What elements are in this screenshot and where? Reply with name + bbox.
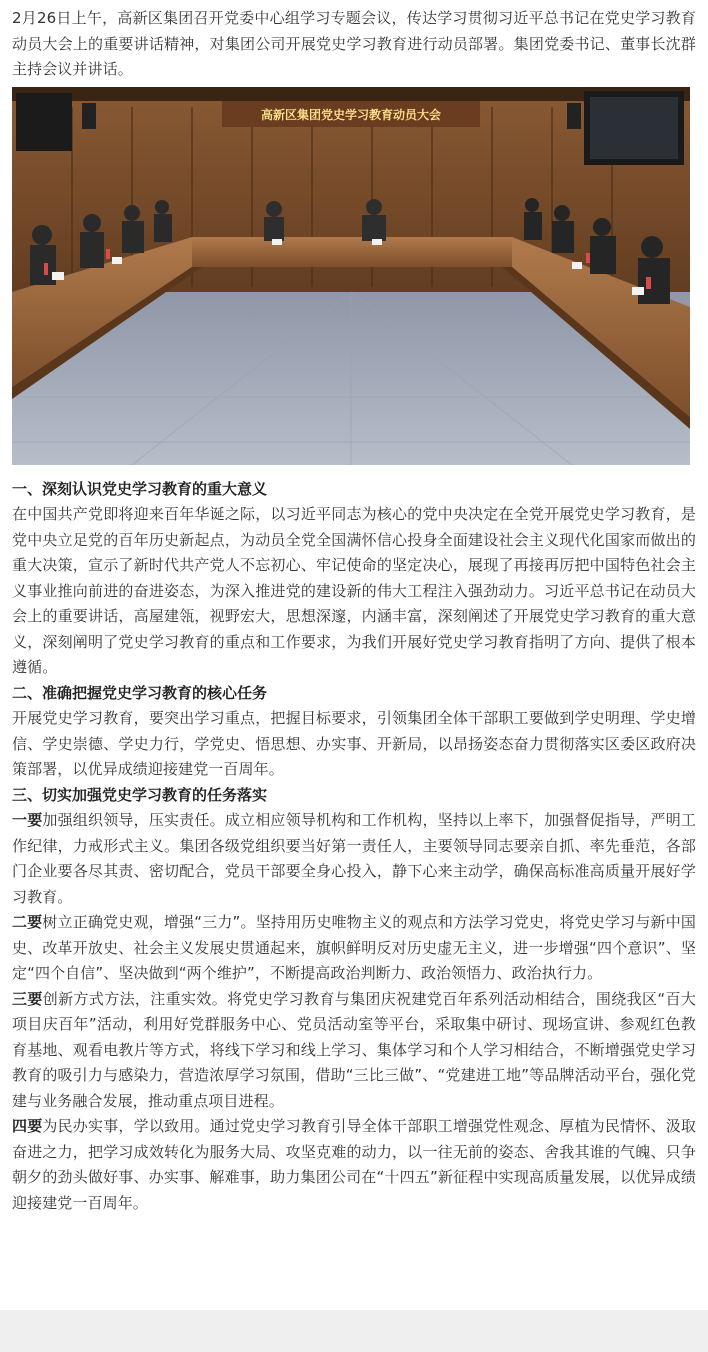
task-item-1	[0, 808, 708, 910]
section3-heading: 三、切实加强党史学习教育的任务落实	[12, 785, 268, 804]
meeting-room-illustration	[12, 87, 690, 465]
task-item-text: 为民办实事，学以致用。通过党史学习教育引导全体干部职工增强党性观念、厚植为民情怀、汲取奋进之力，把学习成效转化为服务大局、攻坚克难的动力，以一往无前的姿态、舍我其谁的气魄、只争朝夕的劲头做好事、办实事、解难事，助力集团公司在“十四五”新征程中实现高质量发展，以优异成绩迎接建党一百周年。	[12, 1117, 696, 1212]
section1-body: 在中国共产党即将迎来百年华诞之际，以习近平同志为核心的党中央决定在全党开展党史学习教育，是党中央立足党的百年历史新起点，为动员全党全国满怀信心投身全面建设社会主义现代化国家而做出的重大决策，宣示了新时代共产党人不忘初心、牢记使命的坚定决心，展现了再接再厉把中国特色社会主义事业推向前进的奋进姿态，为深入推进党的建设新的伟大工程注入强劲动力。习近平总书记在动员大会上的重要讲话，高屋建瓴，视野宏大，思想深邃，内涵丰富，深刻阐述了开展党史学习教育的重大意义，深刻阐明了党史学习教育的重点和工作要求，为我们开展好党史学习教育指明了方向、提供了根本遵循。	[12, 505, 696, 676]
task-item-4	[0, 1114, 708, 1216]
task-item-3	[0, 987, 708, 1115]
banner-text: 高新区集团党史学习教育动员大会	[260, 107, 442, 122]
task-item-lead: 四要	[12, 1117, 43, 1135]
task-item-text: 加强组织领导，压实责任。成立相应领导机构和工作机构，坚持以上率下，加强督促指导，严明工作纪律，力戒形式主义。集团各级党组织要当好第一责任人，主要领导同志要亲自抓、率先垂范，各部门企业要各尽其责、密切配合，党员干部要全身心投入，静下心来主动学，确保高标准高质量开展好学习教育。	[12, 811, 696, 906]
page-footer-band	[0, 1310, 708, 1352]
task-item-2	[0, 910, 708, 987]
task-item-text: 创新方式方法，注重实效。将党史学习教育与集团庆祝建党百年系列活动相结合，围绕我区“百大项目庆百年”活动，利用好党群服务中心、党员活动室等平台，采取集中研讨、现场宣讲、参观红色教育基地、观看电教片等方式，将线下学习和线上学习、集体学习和个人学习相结合，不断增强党史学习教育的吸引力与感染力，营造浓厚学习氛围，借助“三比三做”、“党建进工地”等品牌活动平台，强化党建与业务融合发展，推动重点项目进程。	[12, 989, 696, 1110]
section2-body: 开展党史学习教育，要突出学习重点，把握目标要求，引领集团全体干部职工要做到学史明理、学史增信、学史崇德、学史力行，学党史、悟思想、办实事、开新局，以昂扬姿态奋力贯彻落实区委区政府决策部署，以优异成绩迎接建党一百周年。	[12, 709, 696, 778]
task-item-lead: 三要	[12, 989, 43, 1008]
meeting-photo	[12, 87, 690, 465]
task-item-text: 树立正确党史观，增强“三力”。坚持用历史唯物主义的观点和方法学习党史，将党史学习与新中国史、改革开放史、社会主义发展史贯通起来，旗帜鲜明反对历史虚无主义，进一步增强“四个意识”、坚定“四个自信”、坚决做到“两个维护”，不断提高政治判断力、政治领悟力、政治执行力。	[12, 913, 696, 982]
section2-heading: 二、准确把握党史学习教育的核心任务	[12, 683, 268, 702]
section1-heading: 一、深刻认识党史学习教育的重大意义	[12, 479, 268, 498]
task-item-lead: 二要	[12, 913, 43, 931]
intro-paragraph: 2月26日上午，高新区集团召开党委中心组学习专题会议，传达学习贯彻习近平总书记在党史学习教育动员大会上的重要讲话精神，对集团公司开展党史学习教育进行动员部署。集团党委书记、董事长沈群主持会议并讲话。	[12, 9, 696, 78]
task-item-lead: 一要	[12, 811, 43, 829]
